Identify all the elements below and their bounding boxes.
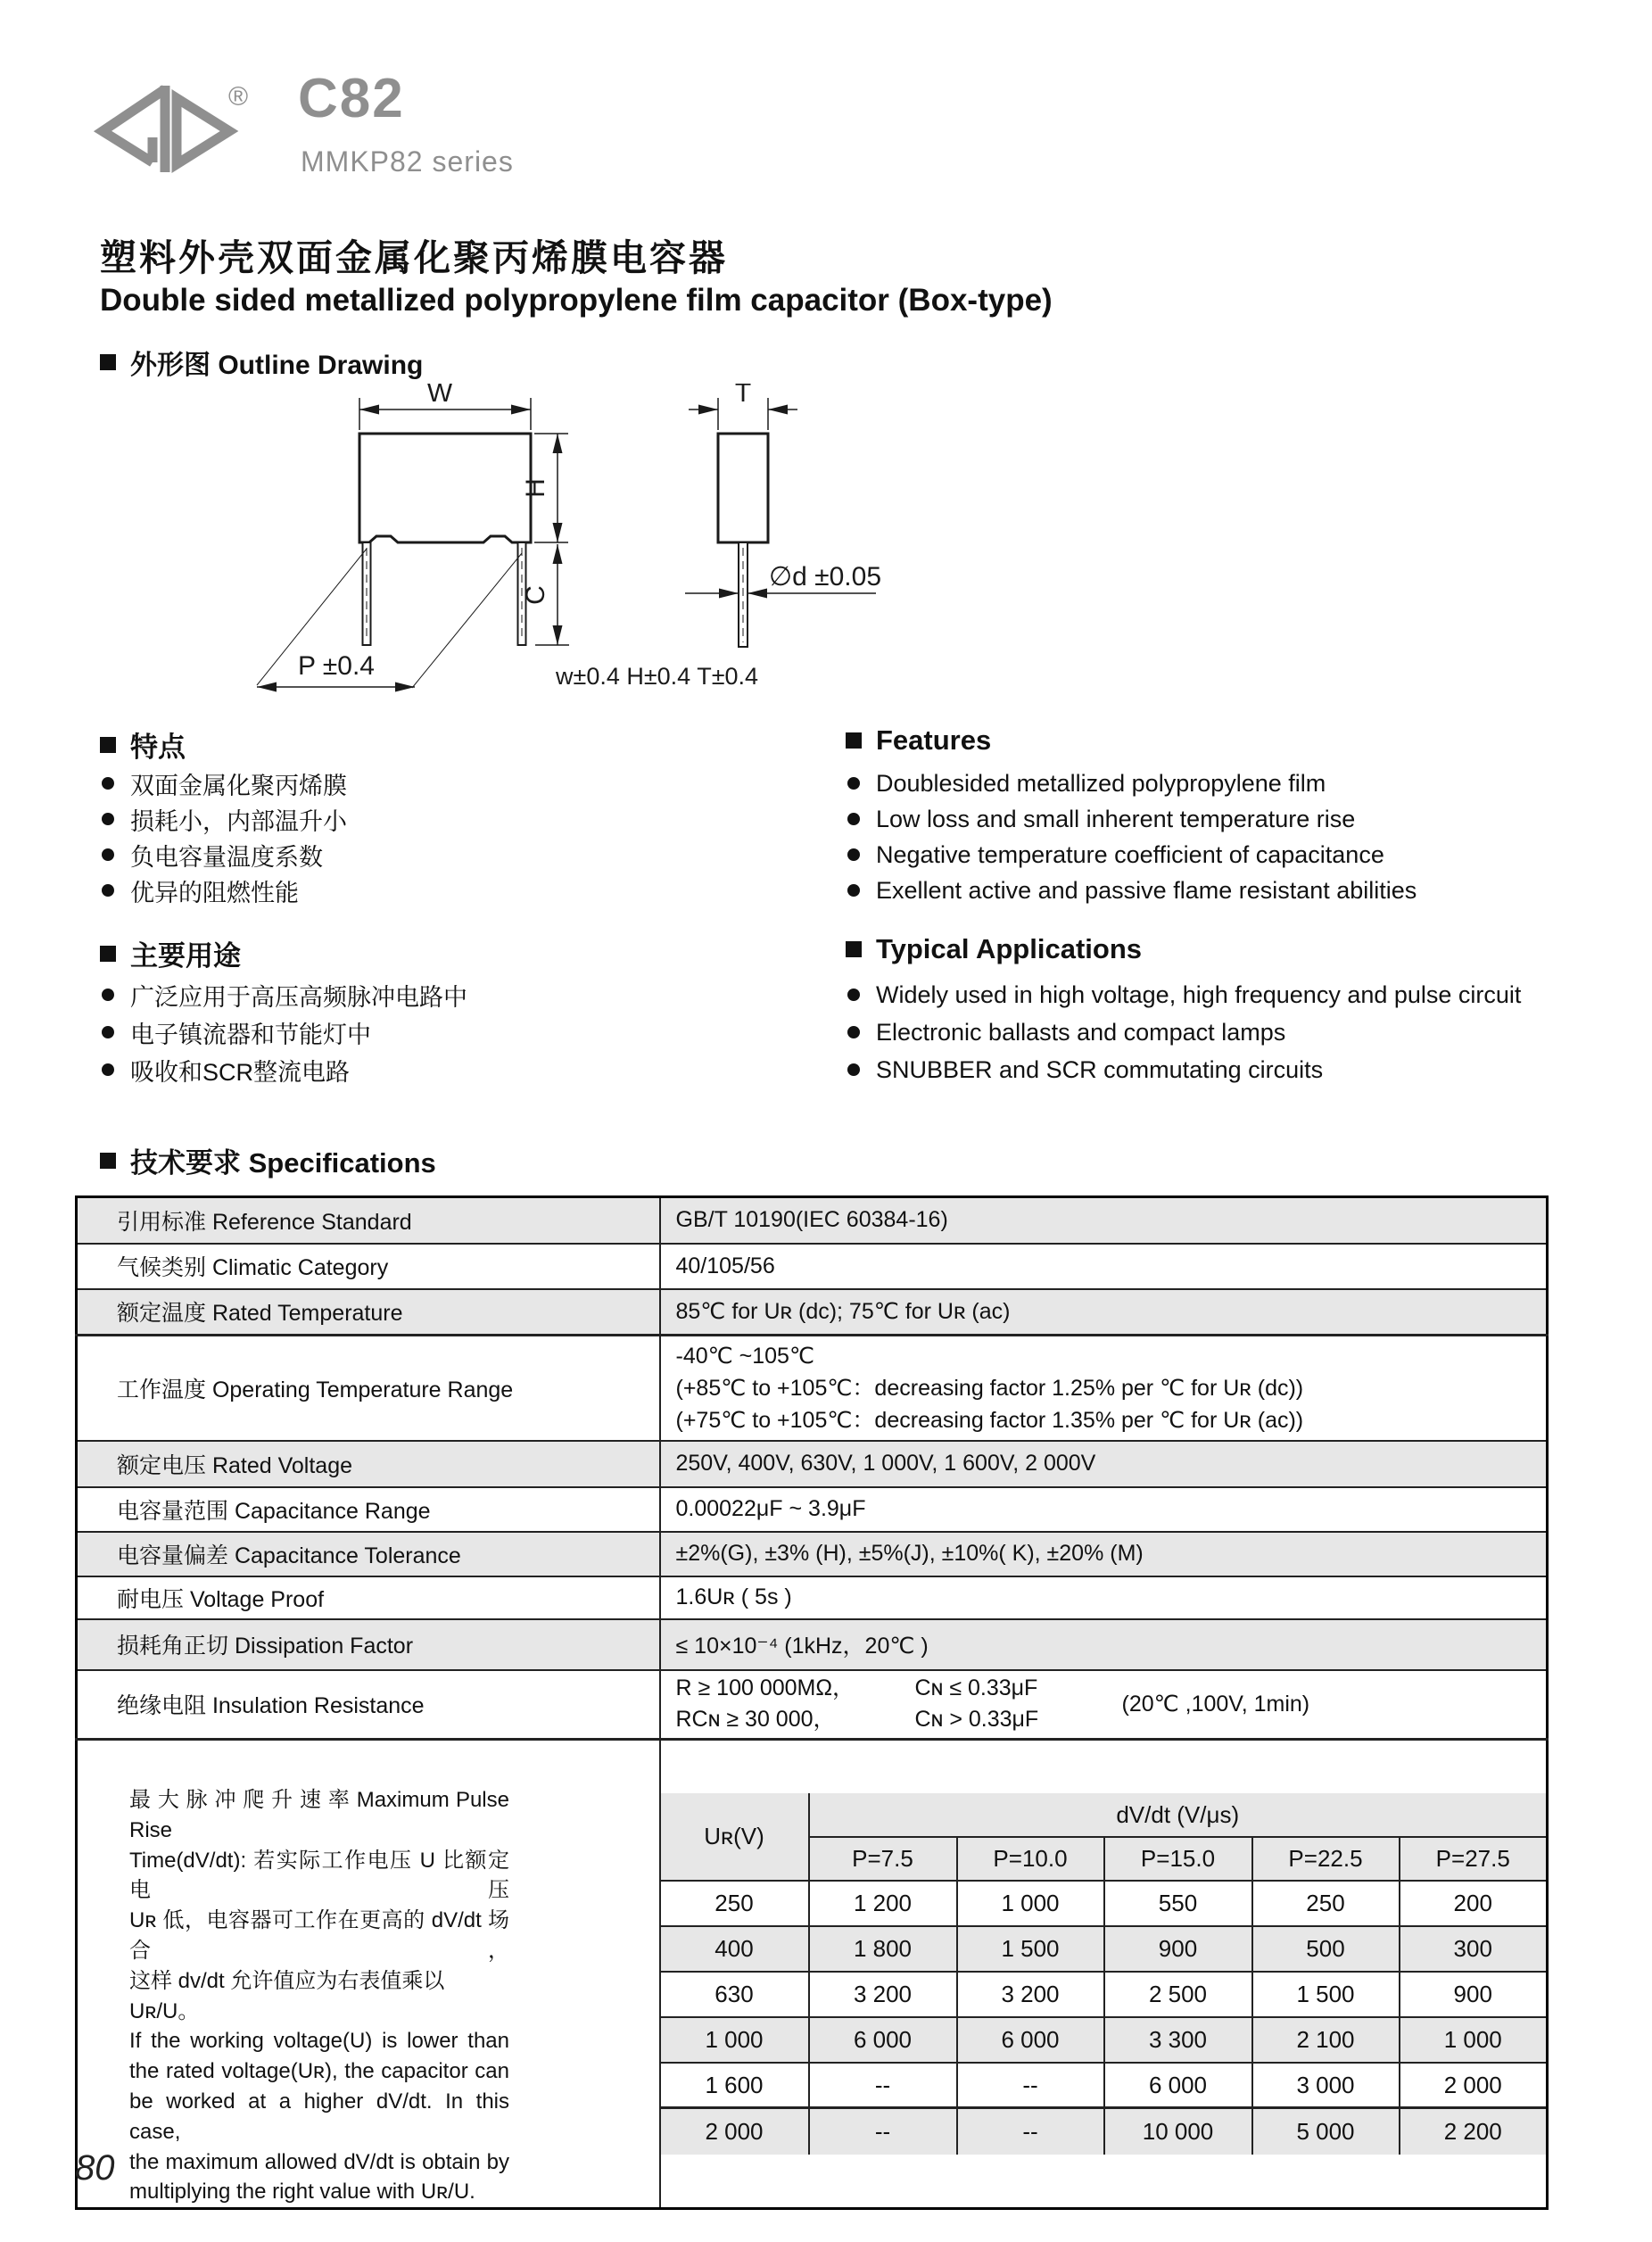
dim-label-t: T xyxy=(734,384,752,408)
section-square-icon xyxy=(846,732,862,749)
dvdt-value-cell: 2 500 xyxy=(1105,1973,1253,2018)
dim-label-p: P ±0.4 xyxy=(298,651,375,681)
bullet-icon xyxy=(102,989,114,1001)
bullet-icon xyxy=(847,884,860,897)
dvdt-value-cell: 6 000 xyxy=(810,2018,958,2064)
bullet-icon xyxy=(102,813,114,825)
list-item: 电子镇流器和节能灯中 xyxy=(102,1013,467,1051)
brand-logo-icon xyxy=(94,82,241,180)
dvdt-value-cell: 1 200 xyxy=(810,1882,958,1927)
dvdt-value-cell: 1 500 xyxy=(1253,1973,1400,2018)
insulation-note: (20℃ ,100V, 1min) xyxy=(1121,1692,1310,1717)
spec-label: 电容量范围 Capacitance Range xyxy=(77,1487,660,1532)
spec-label: 工作温度 Operating Temperature Range xyxy=(77,1336,660,1441)
spec-label: 引用标准 Reference Standard xyxy=(77,1197,660,1244)
applications-zh-list xyxy=(102,976,467,1088)
dvdt-value-cell: 900 xyxy=(1105,1927,1253,1973)
specifications-table xyxy=(75,1195,1549,2210)
dvdt-ur-cell: 2 000 xyxy=(661,2109,810,2155)
dvdt-ur-cell: 1 600 xyxy=(661,2064,810,2109)
outline-heading-label: 外形图 Outline Drawing xyxy=(130,351,424,380)
bullet-icon xyxy=(847,1026,860,1038)
table-row xyxy=(77,1336,1548,1441)
spec-value: -40℃ ~105℃ (+85℃ to +105℃：decreasing factor 1.25% per ℃ for Uʀ (dc)) (+75℃ to +105℃：decreasing factor 1.35% per ℃ for Uʀ (ac)) xyxy=(660,1336,1548,1441)
dvdt-col-header: P=27.5 xyxy=(1400,1838,1547,1882)
dvdt-value-cell: -- xyxy=(810,2109,958,2155)
spec-label: 气候类别 Climatic Category xyxy=(77,1244,660,1289)
pulse-rise-description: 最 大 脉 冲 爬 升 速 率 Maximum Pulse Rise Time(dV/dt): 若实际工作电压 U 比额定电压 Uʀ 低，电容器可工作在更高的 dV/dt 场合， 这样 dv/dt 允许值应为右表值乘以 Uʀ/U。 If the working voltage(U) is lower than the rated voltage(Uʀ), the capacitor can be worked at a higher dV/dt. In this case, the maximum allowed dV/dt is obtain by multiplying the right value with Uʀ/U. xyxy=(77,1740,660,2209)
spec-value: 85℃ for Uʀ (dc); 75℃ for Uʀ (ac) xyxy=(660,1289,1548,1336)
dvdt-value-cell: 1 000 xyxy=(1400,2018,1547,2064)
dvdt-ur-cell: 400 xyxy=(661,1927,810,1973)
spec-label: 额定温度 Rated Temperature xyxy=(77,1289,660,1336)
features-zh-label: 特点 xyxy=(130,732,186,763)
list-item: Low loss and small inherent temperature rise xyxy=(847,801,1417,837)
features-zh-heading xyxy=(100,724,186,765)
table-row xyxy=(77,1197,1548,1244)
table-row xyxy=(77,1740,1548,2209)
dvdt-value-cell: 5 000 xyxy=(1253,2109,1400,2155)
spec-value: GB/T 10190(IEC 60384-16) xyxy=(660,1197,1548,1244)
table-row xyxy=(77,1289,1548,1336)
specifications-label: 技术要求 Specifications xyxy=(130,1147,436,1179)
dvdt-value-cell: 10 000 xyxy=(1105,2109,1253,2155)
bullet-icon xyxy=(847,989,860,1001)
features-zh-list xyxy=(102,765,347,908)
dvdt-value-cell: 6 000 xyxy=(958,2018,1105,2064)
spec-value: 250V, 400V, 630V, 1 000V, 1 600V, 2 000V xyxy=(660,1441,1548,1487)
dvdt-value-cell: 1 000 xyxy=(958,1882,1105,1927)
section-square-icon xyxy=(846,941,862,957)
dvdt-ur-cell: 1 000 xyxy=(661,2018,810,2064)
list-item: Negative temperature coefficient of capacitance xyxy=(847,837,1417,873)
applications-zh-heading xyxy=(100,933,241,973)
dvdt-value-cell: 3 200 xyxy=(810,1973,958,2018)
list-item: Exellent active and passive flame resistant abilities xyxy=(847,873,1417,908)
section-square-icon xyxy=(100,737,116,753)
dvdt-value-cell: 3 200 xyxy=(958,1973,1105,2018)
bullet-icon xyxy=(847,848,860,861)
spec-value: 0.00022μF ~ 3.9μF xyxy=(660,1487,1548,1532)
dvdt-value-cell: 300 xyxy=(1400,1927,1547,1973)
features-en-label: Features xyxy=(876,724,992,756)
section-square-icon xyxy=(100,354,116,370)
table-row xyxy=(77,1532,1548,1576)
applications-zh-label: 主要用途 xyxy=(130,940,241,972)
list-item: SNUBBER and SCR commutating circuits xyxy=(847,1051,1521,1088)
outline-drawing-heading xyxy=(100,343,423,382)
dim-label-c: C xyxy=(521,585,550,605)
section-square-icon xyxy=(100,946,116,962)
section-square-icon xyxy=(100,1153,116,1169)
dvdt-value-cell: 550 xyxy=(1105,1882,1253,1927)
dvdt-value-cell: 3 000 xyxy=(1253,2064,1400,2109)
specifications-heading xyxy=(100,1140,436,1180)
dvdt-value-cell: 3 300 xyxy=(1105,2018,1253,2064)
spec-label: 绝缘电阻 Insulation Resistance xyxy=(77,1670,660,1740)
outline-drawing xyxy=(250,384,928,696)
bullet-icon xyxy=(847,1063,860,1076)
registered-mark-icon: ® xyxy=(228,82,249,112)
bullet-icon xyxy=(847,813,860,825)
dvdt-value-cell: 500 xyxy=(1253,1927,1400,1973)
bullet-icon xyxy=(102,884,114,897)
bullet-icon xyxy=(102,848,114,861)
applications-en-label: Typical Applications xyxy=(876,933,1142,964)
side-view-body xyxy=(718,434,768,542)
dvdt-value-cell: 2 200 xyxy=(1400,2109,1547,2155)
table-row xyxy=(77,1487,1548,1532)
list-item: 损耗小，内部温升小 xyxy=(102,801,347,837)
dvdt-col-header: P=10.0 xyxy=(958,1838,1105,1882)
table-row xyxy=(77,1244,1548,1289)
dvdt-value-cell: 2 000 xyxy=(1400,2064,1547,2109)
dvdt-value-cell: 1 500 xyxy=(958,1927,1105,1973)
spec-label: 电容量偏差 Capacitance Tolerance xyxy=(77,1532,660,1576)
bullet-icon xyxy=(102,1063,114,1076)
dvdt-span-header: dV/dt (V/μs) xyxy=(810,1793,1547,1838)
dvdt-value-cell: 200 xyxy=(1400,1882,1547,1927)
page-title-zh: 塑料外壳双面金属化聚丙烯膜电容器 xyxy=(100,237,728,278)
list-item: 广泛应用于高压高频脉冲电路中 xyxy=(102,976,467,1013)
table-row xyxy=(77,1670,1548,1740)
list-item: Electronic ballasts and compact lamps xyxy=(847,1013,1521,1051)
tolerance-note: w±0.4 H±0.4 T±0.4 xyxy=(556,663,759,690)
series-code: C82 xyxy=(298,68,405,129)
page-number: 80 xyxy=(75,2148,115,2188)
spec-value: R ≥ 100 000MΩ， Cɴ ≤ 0.33μF RCɴ ≥ 30 000， Cɴ > 0.33μF (20℃ ,100V, 1min) xyxy=(660,1670,1548,1740)
dvdt-ur-cell: 250 xyxy=(661,1882,810,1927)
spec-value: 40/105/56 xyxy=(660,1244,1548,1289)
front-view-body xyxy=(359,434,531,542)
spec-label: 损耗角正切 Dissipation Factor xyxy=(77,1619,660,1670)
dvdt-table-cell xyxy=(660,1740,1548,2209)
features-en-heading xyxy=(846,724,991,757)
dvdt-table xyxy=(661,1793,1547,2155)
list-item: 优异的阻燃性能 xyxy=(102,873,347,908)
dvdt-col-header: P=15.0 xyxy=(1105,1838,1253,1882)
spec-label: 额定电压 Rated Voltage xyxy=(77,1441,660,1487)
spec-value: ±2%(G), ±3% (H), ±5%(J), ±10%( K), ±20% (M) xyxy=(660,1532,1548,1576)
dim-label-h: H xyxy=(521,478,550,498)
dvdt-value-cell: 900 xyxy=(1400,1973,1547,2018)
list-item: 双面金属化聚丙烯膜 xyxy=(102,765,347,801)
spec-label: 耐电压 Voltage Proof xyxy=(77,1576,660,1619)
applications-en-list xyxy=(847,976,1521,1088)
page-title-en: Double sided metallized polypropylene film capacitor (Box-type) xyxy=(100,283,1053,318)
series-name: MMKP82 series xyxy=(301,145,514,178)
dvdt-ur-header: Uʀ(V) xyxy=(661,1793,810,1882)
list-item: Doublesided metallized polypropylene film xyxy=(847,765,1417,801)
dim-label-d: ∅d ±0.05 xyxy=(769,562,882,592)
features-en-list xyxy=(847,765,1417,908)
bullet-icon xyxy=(102,1026,114,1038)
dvdt-value-cell: 2 100 xyxy=(1253,2018,1400,2064)
table-row xyxy=(77,1441,1548,1487)
applications-en-heading xyxy=(846,933,1142,965)
dvdt-value-cell: -- xyxy=(958,2109,1105,2155)
dvdt-col-header: P=22.5 xyxy=(1253,1838,1400,1882)
spec-value: 1.6Uʀ ( 5s ) xyxy=(660,1576,1548,1619)
spec-value: ≤ 10×10⁻⁴ (1kHz，20℃ ) xyxy=(660,1619,1548,1670)
dvdt-value-cell: 6 000 xyxy=(1105,2064,1253,2109)
list-item: Widely used in high voltage, high frequency and pulse circuit xyxy=(847,976,1521,1013)
dvdt-value-cell: -- xyxy=(810,2064,958,2109)
dvdt-col-header: P=7.5 xyxy=(810,1838,958,1882)
dvdt-value-cell: 1 800 xyxy=(810,1927,958,1973)
bullet-icon xyxy=(102,777,114,790)
list-item: 吸收和SCR整流电路 xyxy=(102,1051,467,1088)
bullet-icon xyxy=(847,777,860,790)
dvdt-value-cell: 250 xyxy=(1253,1882,1400,1927)
dim-label-w: W xyxy=(426,384,453,408)
dvdt-value-cell: -- xyxy=(958,2064,1105,2109)
table-row xyxy=(77,1619,1548,1670)
table-row xyxy=(77,1576,1548,1619)
dvdt-ur-cell: 630 xyxy=(661,1973,810,2018)
list-item: 负电容量温度系数 xyxy=(102,837,347,873)
